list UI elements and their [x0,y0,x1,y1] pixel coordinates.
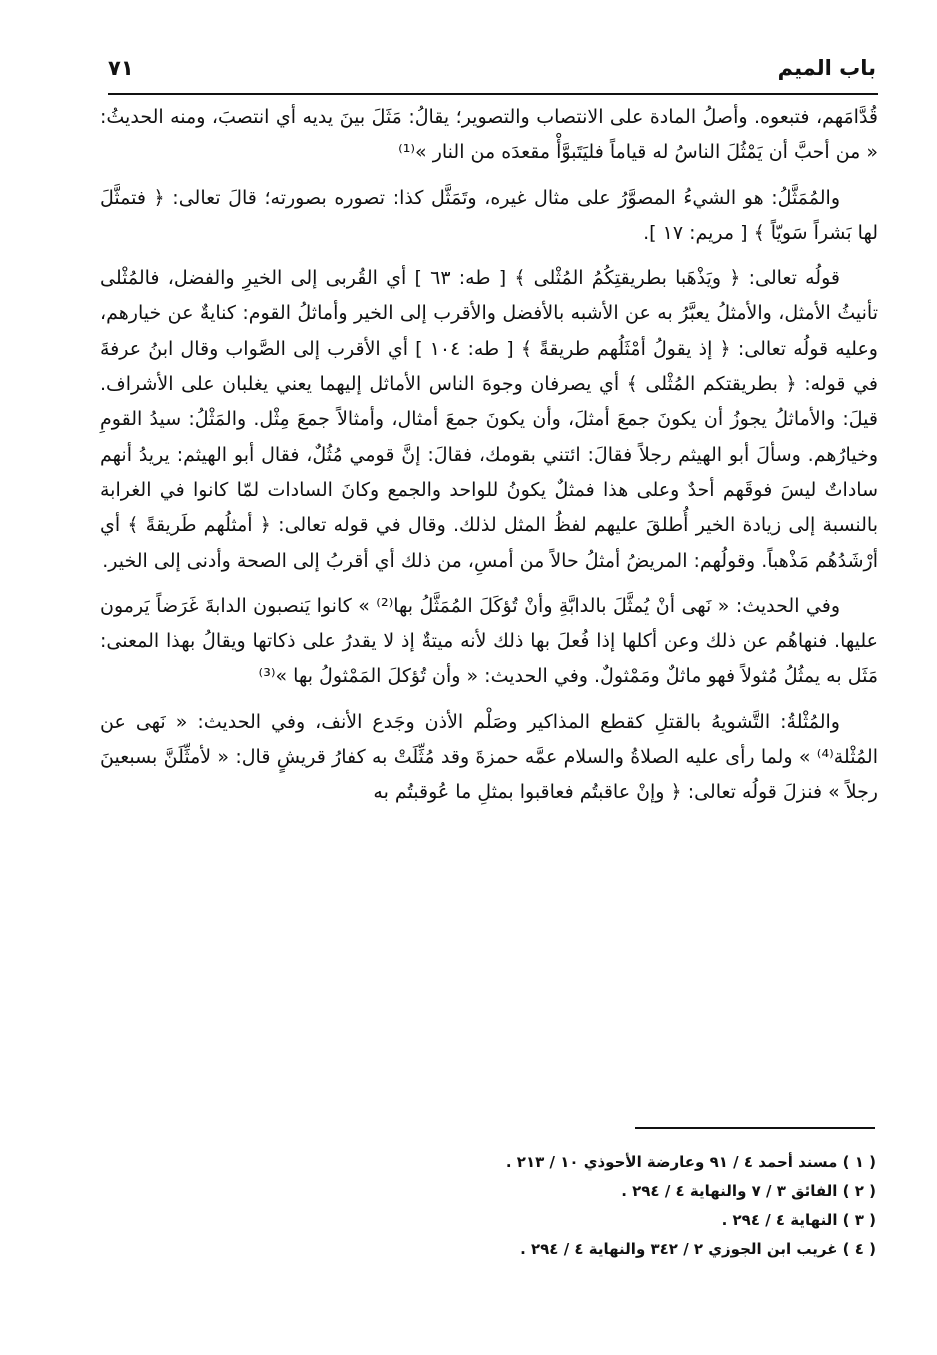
header-divider [108,93,878,95]
page-header [108,44,876,92]
footnote: ( ٢ ) الفائق ٣ / ٧ والنهاية ٤ / ٢٩٤ . [621,1182,876,1200]
paragraph: وفي الحديث: « نَهى أنْ يُمثَّلَ بالدابَّةِ وأنْ تُؤكَلَ المُمَثَّلُ بها⁽²⁾ » كانوا يَنصبون الدابةَ غَرَضاً يَرمون عليها. فنهاهُم عن ذلك وعن أكلها إذا فُعلَ بها ذلك لأنه ميتةٌ إذ لا يقدرُ على ذكاتها ويقالُ بهذا المعنى: مَثَل به يمثُلُ مُثولاً فهو ماثلٌ ومَمْثولٌ. وفي الحديث: « وأن تُؤكلَ المَمْثولُ بها »⁽³⁾ [100,594,878,688]
paragraph: والمُمَثَّلُ: هو الشيءُ المصوَّرُ على مثال غيره، وتَمَثَّل كذا: تصوره بصورته؛ قالَ تعالى: ﴿ فتمثَّلَ لها بَشراً سَويّاً ﴾ [ مريم: ١٧ ]. [100,186,878,244]
footnote-divider [635,1127,875,1129]
paragraph: والمُثْلةُ: التَّشويهُ بالقتلِ كقطع المذاكير وصَلْم الأذن وجَدع الأنف، وفي الحديث: « نَهى عن المُثْلة⁽⁴⁾ » ولما رأى عليه الصلاةُ والسلام عمَّه حمزةَ وقد مُثِّلَتْ به كفارُ قريشٍ قال: « لأمثِّلَنَّ بسبعينَ رجلاً » فنزلَ قولُه تعالى: ﴿ وإنْ عاقبتُم فعاقبوا بمثلِ ما عُوقبتُم به [100,710,878,804]
footnote: ( ٤ ) غريب ابن الجوزي ٢ / ٣٤٢ والنهاية ٤ / ٢٩٤ . [520,1240,876,1258]
page-number: ٧١ [108,56,134,80]
footnote: ( ٣ ) النهاية ٤ / ٢٩٤ . [721,1211,876,1229]
main-text [100,100,878,821]
paragraph: قولُه تعالى: ﴿ ويَذْهَبا بطريقتِكُمُ المُثْلى ﴾ [ طه: ٦٣ ] أي القُربى إلى الخيرِ والفضل، فالمُثْلى تأنيثُ الأمثل، والأمثلُ يعبَّرُ به عن الأشبه بالأفضل والأقرب إلى الخير وأماثلُ القوم: كنايةٌ عن خيارهم، وعليه قولُه تعالى: ﴿ إذ يقولُ أمْثَلُهم طريقةً ﴾ [ طه: ١٠٤ ] أي الأقرب إلى الصَّواب وقال ابنُ عرفةَ في قوله: ﴿ بطريقتكم المُثْلى ﴾ أي يصرفان وجوهَ الناس الأماثل إليهما يعني يغلبان على الأشراف. قيلَ: والأماثلُ يجوزُ أن يكونَ جمعَ أمثلَ، وأن يكونَ جمعَ أمثال، وأمثالاً جمعَ مِثْل. والمَثْلُ: سيدُ القومِ وخيارُهم. وسألَ أبو الهيثم رجلاً فقالَ: ائتني بقومك، فقالَ: إنَّ قومي مُثُلٌ، فقال أبو الهيثم: يريدُ أنهم ساداتٌ ليسَ فوقَهم أحدٌ وعلى هذا فمثلٌ يكونُ للواحد والجمع وكانَ السادات لمّا كانوا في الغرابة بالنسبة إلى زيادة الخير أُطلقَ عليهم لفظُ المثل لذلك. وقال في قوله تعالى: ﴿ أمثلُهم طَريقةً ﴾ أي أرْشَدُهُم مَذْهباً. وقولُهم: المريضُ أمثلُ حالاً من أمسِ، من ذلك أي أقربُ إلى الصحة وأدنى إلى الخير. [100,267,878,572]
paragraph: قُدَّامَهم، فتبعوه. وأصلُ المادة على الانتصاب والتصوير؛ يقالُ: مَثَلَ بينَ يديه أي انتصبَ، ومنه الحديثُ: « من أحبَّ أن يَمْثُلَ الناسُ له قياماً فليَتَبوَّأْ مقعدَه من النار »⁽¹⁾ [100,106,878,164]
footnotes [300,1148,876,1264]
chapter-title: باب الميم [777,56,876,80]
footnote: ( ١ ) مسند أحمد ٤ / ٩١ وعارضة الأحوذي ١٠ / ٢١٣ . [505,1153,876,1171]
